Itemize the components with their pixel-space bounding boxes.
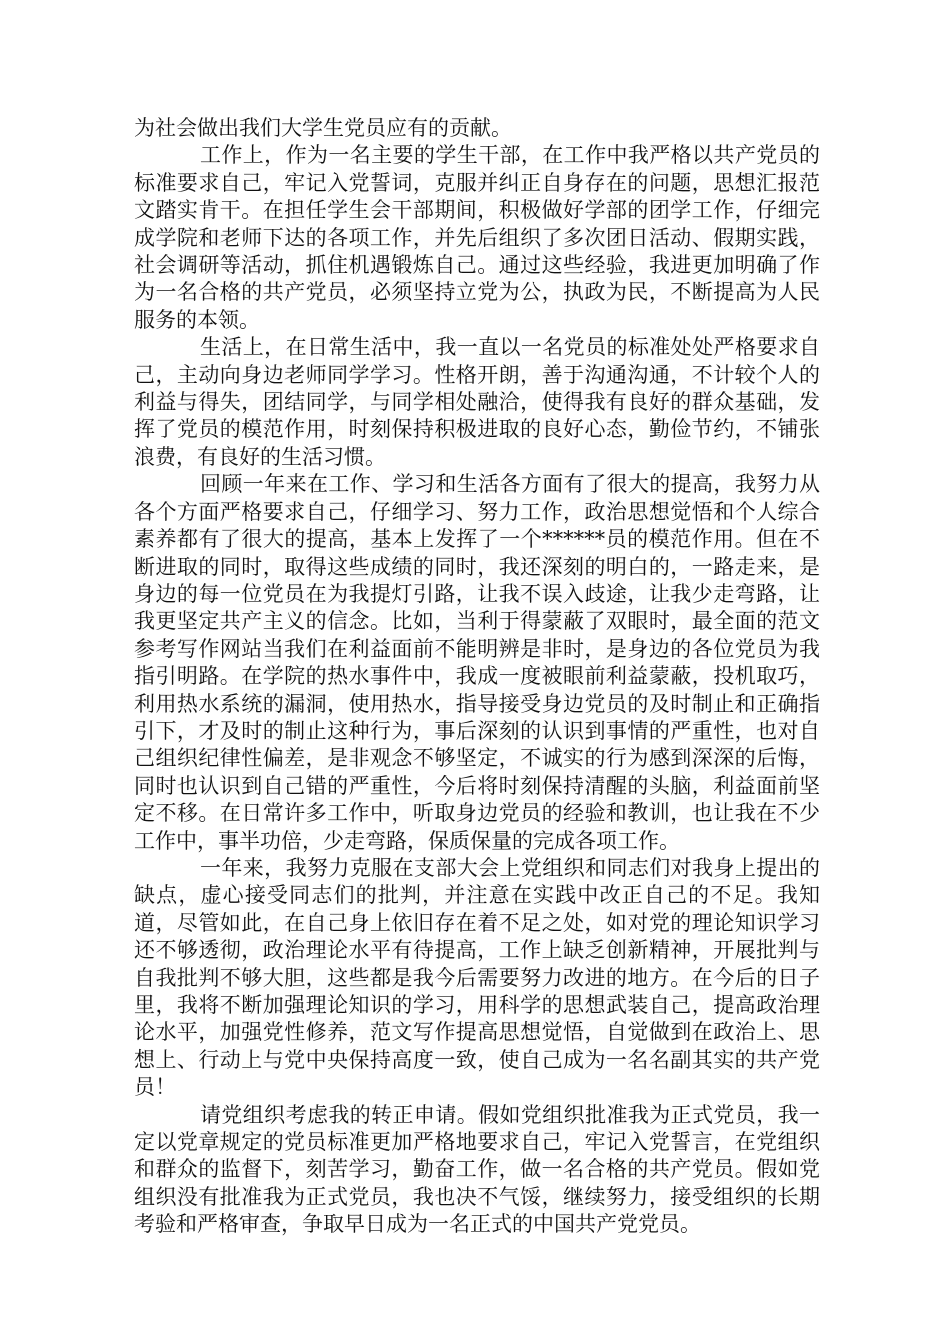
paragraph-5: 一年来，我努力克服在支部大会上党组织和同志们对我身上提出的缺点，虚心接受同志们的批判，并注意在实践中改正自己的不足。我知道，尽管如此，在自己身上依旧存在着不足之处，如对党的理论知识学习还不够透彻，政治理论水平有待提高，工作上缺乏创新精神，开展批判与自我批判不够大胆，这些都是我今后需要努力改进的地方。在今后的日子里，我将不断加强理论知识的学习，用科学的思想武装自己，提高政治理论水平，加强党性修养，范文写作提高思想觉悟，自觉做到在政治上、思想上、行动上与党中央保持高度一致，使自己成为一名名副其实的共产党员！ xyxy=(134,855,820,1100)
paragraph-6: 请党组织考虑我的转正申请。假如党组织批准我为正式党员，我一定以党章规定的党员标准更加严格地要求自己，牢记入党誓言，在党组织和群众的监督下，刻苦学习，勤奋工作，做一名合格的共产党员。假如党组织没有批准我为正式党员，我也决不气馁，继续努力，接受组织的长期考验和严格审查，争取早日成为一名正式的中国共产党党员。 xyxy=(134,1102,820,1237)
paragraph-2: 工作上，作为一名主要的学生干部，在工作中我严格以共产党员的标准要求自己，牢记入党誓词，克服并纠正自身存在的问题，思想汇报范文踏实肯干。在担任学生会干部期间，积极做好学部的团学工作，仔细完成学院和老师下达的各项工作，并先后组织了多次团日活动、假期实践，社会调研等活动，抓住机遇锻炼自己。通过这些经验，我进更加明确了作为一名合格的共产党员，必须坚持立党为公，执政为民，不断提高为人民服务的本领。 xyxy=(134,143,820,332)
document-body xyxy=(134,115,820,1239)
paragraph-1: 为社会做出我们大学生党员应有的贡献。 xyxy=(134,116,512,140)
paragraph-4: 回顾一年来在工作、学习和生活各方面有了很大的提高，我努力从各个方面严格要求自己，仔细学习、努力工作，政治思想觉悟和个人综合素养都有了很大的提高，基本上发挥了一个******员的模范作用。但在不断进取的同时，取得这些成绩的同时，我还深刻的明白的，一路走来，是身边的每一位党员在为我提灯引路，让我不误入歧途，让我少走弯路，让我更坚定共产主义的信念。比如，当利于得蒙蔽了双眼时，最全面的范文参考写作网站当我们在利益面前不能明辨是非时，是身边的各位党员为我指引明路。在学院的热水事件中，我成一度被眼前利益蒙蔽，投机取巧，利用热水系统的漏洞，使用热水，指导接受身边党员的及时制止和正确指引下，才及时的制止这种行为，事后深刻的认识到事情的严重性，也对自己组织纪律性偏差，是非观念不够坚定，不诚实的行为感到深深的后悔，同时也认识到自己错的严重性，今后将时刻保持清醒的头脑，利益面前坚定不移。在日常许多工作中，听取身边党员的经验和教训，也让我在不少工作中，事半功倍，少走弯路，保质保量的完成各项工作。 xyxy=(134,472,820,853)
paragraph-3: 生活上，在日常生活中，我一直以一名党员的标准处处严格要求自己，主动向身边老师同学学习。性格开朗，善于沟通沟通，不计较个人的利益与得失，团结同学，与同学相处融洽，使得我有良好的群众基础，发挥了党员的模范作用，时刻保持积极进取的良好心态，勤俭节约，不铺张浪费，有良好的生活习惯。 xyxy=(134,335,820,469)
